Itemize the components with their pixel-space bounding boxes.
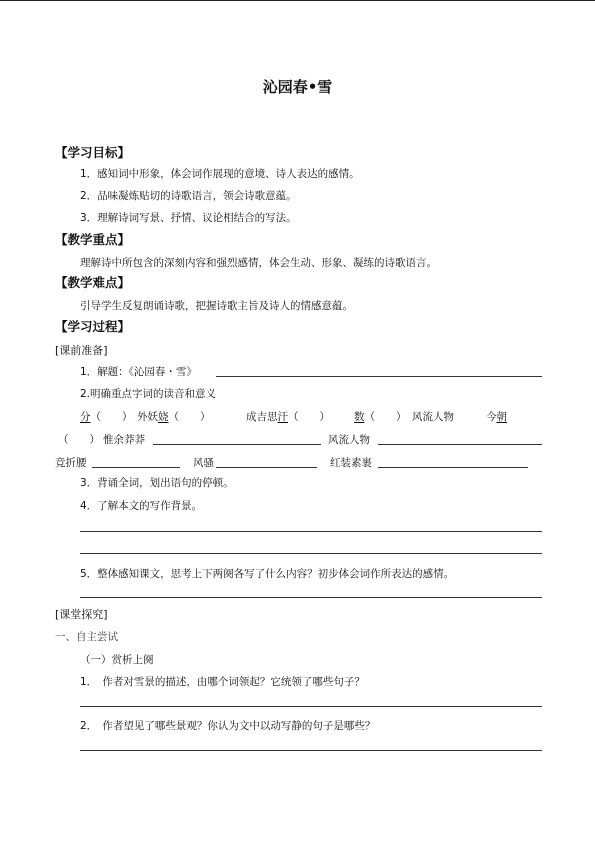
answer-line[interactable]	[80, 553, 542, 554]
difficulties-heading: 【教学难点】	[55, 275, 131, 290]
answer-line[interactable]	[216, 376, 542, 377]
preview-q3: 3．背诵全词，划出语句的停顿。	[80, 477, 234, 489]
answer-line[interactable]	[153, 444, 321, 445]
answer-line[interactable]	[80, 597, 542, 598]
pinyin-blank[interactable]: （ ）	[288, 411, 330, 423]
pinyin-blank[interactable]: （ ）	[168, 411, 211, 423]
word-item: 风流人物	[412, 411, 454, 423]
answer-line[interactable]	[92, 467, 180, 468]
pinyin-blank[interactable]: （ ）	[364, 411, 407, 423]
key-char: 娆	[158, 411, 169, 423]
answer-line[interactable]	[80, 750, 542, 751]
word-text: 外妖	[137, 411, 158, 423]
word-item: 惟余莽莽	[103, 434, 145, 446]
pinyin-blank[interactable]: （ ）	[90, 411, 133, 423]
key-char: 数	[354, 411, 365, 423]
classroom-heading: [课堂探究]	[55, 608, 108, 621]
key-points-heading: 【教学重点】	[55, 232, 131, 247]
part1-heading: 一、自主尝试	[55, 631, 118, 643]
objective-item: 1．感知词中形象，体会词作展现的意境、诗人表达的感情。	[80, 168, 360, 180]
preview-q4: 4．了解本文的写作背景。	[80, 500, 203, 512]
pinyin-blank[interactable]: （ ）	[58, 434, 100, 446]
key-char: 朝	[496, 411, 507, 423]
word-item	[80, 409, 133, 424]
answer-line[interactable]	[216, 467, 317, 468]
classroom-q1: 1． 作者对雪景的描述，由哪个词领起？它统领了哪些句子？	[80, 676, 365, 688]
word-item: 风流人物	[328, 434, 370, 446]
word-item: 风骚	[193, 457, 214, 469]
word-item: 红装素裹	[330, 457, 372, 469]
word-item	[137, 409, 211, 424]
preview-q1: 1．解题：《沁园春・雪》	[80, 366, 197, 378]
top-border	[0, 0, 595, 1]
answer-line[interactable]	[378, 467, 528, 468]
key-char: 汗	[277, 411, 288, 423]
objectives-heading: 【学习目标】	[55, 145, 131, 160]
objective-item: 2．品味凝炼贴切的诗歌语言，领会诗歌意蕴。	[80, 190, 297, 202]
preview-q2: 2.明确重点字词的读音和意义	[80, 388, 217, 400]
classroom-q2: 2． 作者望见了哪些景观？你认为文中以动写静的句子是哪些？	[80, 720, 376, 732]
objective-item: 3．理解诗词写景、抒情、议论相结合的写法。	[80, 212, 297, 224]
word-text: 今	[486, 411, 497, 423]
answer-line[interactable]	[80, 531, 542, 532]
page-title: 沁园春•雪	[262, 78, 333, 96]
word-item: 竞折腰	[55, 457, 87, 469]
key-char: 分	[80, 411, 91, 423]
word-item	[486, 409, 507, 424]
word-item	[246, 409, 330, 424]
key-points-text: 理解诗中所包含的深刻内容和强烈感情，体会生动、形象、凝练的诗歌语言。	[80, 257, 437, 269]
part1-subheading: （一）赏析上阕	[80, 654, 154, 666]
process-heading: 【学习过程】	[55, 319, 131, 334]
preview-heading: [课前准备]	[55, 344, 108, 357]
word-text: 成吉思	[246, 411, 278, 423]
answer-line[interactable]	[80, 706, 542, 707]
difficulties-text: 引导学生反复朗诵诗歌，把握诗歌主旨及诗人的情感意蕴。	[80, 300, 353, 312]
word-item	[354, 409, 407, 424]
answer-line[interactable]	[378, 444, 542, 445]
preview-q5: 5．整体感知课文，思考上下两阕各写了什么内容？初步体会词作所表达的感情。	[80, 568, 455, 580]
